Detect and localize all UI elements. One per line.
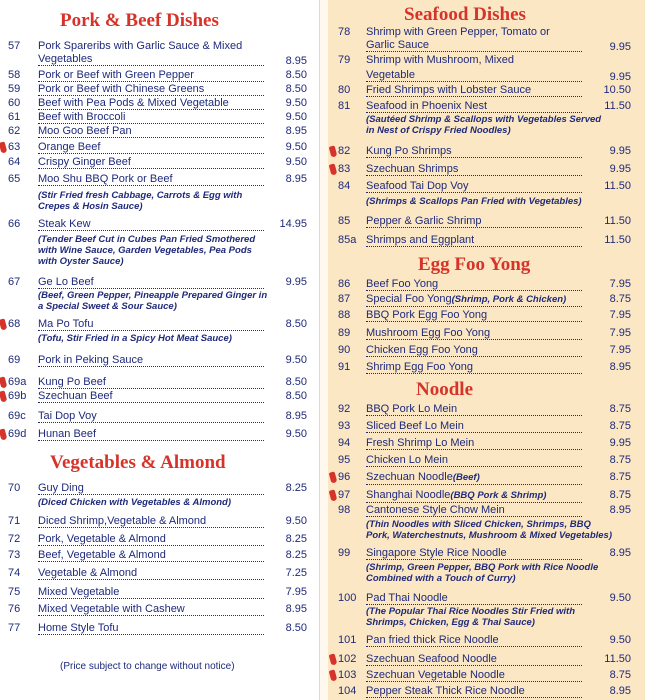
section-title-noodle: Noodle xyxy=(416,379,473,400)
item-name xyxy=(366,344,582,357)
item-price: 8.75 xyxy=(609,489,631,501)
item-price: 11.50 xyxy=(604,234,631,246)
item-price: 8.25 xyxy=(285,482,307,494)
item-name-text: Ge Lo Beef xyxy=(38,276,94,288)
item-name xyxy=(38,428,264,441)
item-description: (Diced Chicken with Vegetables & Almond) xyxy=(38,497,232,508)
item-price: 7.95 xyxy=(609,309,631,321)
item-number: 102 xyxy=(338,653,357,665)
item-number: 63 xyxy=(8,141,21,153)
item-name-text: Fresh Shrimp Lo Mein xyxy=(366,437,475,449)
item-number: 84 xyxy=(338,180,351,192)
chili-pepper-icon xyxy=(329,489,338,501)
item-price: 8.25 xyxy=(285,549,307,561)
item-name-text: Pork Spareribs with Garlic Sauce & Mixed xyxy=(38,40,243,52)
item-name-text: Kung Po Beef xyxy=(38,376,106,388)
item-price: 9.50 xyxy=(285,515,307,527)
item-number: 73 xyxy=(8,549,21,561)
item-name xyxy=(366,471,582,485)
item-price: 8.50 xyxy=(285,318,307,330)
item-name-text: Orange Beef xyxy=(38,141,101,153)
item-price: 7.95 xyxy=(609,278,631,290)
item-name-text: Beef with Broccoli xyxy=(38,111,126,123)
item-name xyxy=(38,141,264,154)
item-number: 69d xyxy=(8,428,27,440)
item-price: 8.95 xyxy=(609,685,631,697)
item-name xyxy=(38,276,264,289)
item-description: (Tender Beef Cut in Cubes Pan Fried Smothered with Wine Sauce, Garden Vegetables, Pea Pods with Oyster Sauce) xyxy=(38,234,256,267)
item-price: 9.50 xyxy=(285,354,307,366)
item-tag: (Beef) xyxy=(452,472,480,483)
item-number: 61 xyxy=(8,111,21,123)
chili-pepper-icon xyxy=(0,141,7,153)
item-name-text: Shrimps and Eggplant xyxy=(366,234,475,246)
item-price: 8.75 xyxy=(609,403,631,415)
item-price: 8.95 xyxy=(285,410,307,422)
item-name xyxy=(366,180,582,193)
item-name xyxy=(38,97,264,110)
item-name-text: Szechuan Noodle xyxy=(366,471,453,483)
item-name xyxy=(38,533,264,546)
item-description: (Beef, Green Pepper, Pineapple Prepared Ginger in a Special Sweet & Sour Sauce) xyxy=(38,290,268,312)
item-name xyxy=(38,515,264,528)
item-name xyxy=(38,40,264,52)
item-price: 9.50 xyxy=(609,634,631,646)
chili-pepper-icon xyxy=(0,390,7,402)
item-name xyxy=(366,100,582,113)
item-price: 9.50 xyxy=(285,156,307,168)
item-number: 72 xyxy=(8,533,21,545)
item-name xyxy=(366,403,582,416)
item-name xyxy=(366,54,582,66)
item-number: 98 xyxy=(338,504,351,516)
item-name xyxy=(38,218,264,231)
item-name xyxy=(38,376,264,389)
item-name-text: Beef, Vegetable & Almond xyxy=(38,549,166,561)
item-name-text: Shrimp Egg Foo Yong xyxy=(366,361,474,373)
item-price: 8.95 xyxy=(285,125,307,137)
item-name-text: Beef with Pea Pods & Mixed Vegetable xyxy=(38,97,229,109)
chili-pepper-icon xyxy=(329,145,338,157)
item-name-line2: Vegetables xyxy=(38,53,264,66)
item-name-text: BBQ Pork Lo Mein xyxy=(366,403,458,415)
item-price: 8.50 xyxy=(285,390,307,402)
item-price: 8.25 xyxy=(285,533,307,545)
item-name xyxy=(38,318,264,331)
item-description: (Shrimp, Green Pepper, BBQ Pork with Rice Noodle Combined with a Touch of Curry) xyxy=(366,562,599,584)
item-number: 90 xyxy=(338,344,351,356)
item-name xyxy=(38,603,264,616)
item-name xyxy=(38,69,264,82)
item-number: 88 xyxy=(338,309,351,321)
item-name-text: Fried Shrimps with Lobster Sauce xyxy=(366,84,532,96)
item-price: 7.95 xyxy=(609,344,631,356)
item-price: 9.95 xyxy=(285,276,307,288)
item-name-text: Guy Ding xyxy=(38,482,84,494)
item-name xyxy=(38,482,264,495)
item-name xyxy=(366,215,582,228)
item-name-text: Seafood in Phoenix Nest xyxy=(366,100,488,112)
item-name xyxy=(366,437,582,450)
item-name xyxy=(366,454,582,467)
item-number: 68 xyxy=(8,318,21,330)
item-price: 8.95 xyxy=(609,504,631,516)
item-price: 8.95 xyxy=(285,173,307,185)
item-name-text: Chicken Lo Mein xyxy=(366,454,448,466)
item-name xyxy=(366,278,582,291)
item-description: (Stir Fried fresh Cabbage, Carrots & Egg with Crepes & Hosin Sauce) xyxy=(38,190,243,212)
item-name-text: BBQ Pork Egg Foo Yong xyxy=(366,309,488,321)
item-name-text: Pepper & Garlic Shrimp xyxy=(366,215,482,227)
item-number: 82 xyxy=(338,145,351,157)
item-description: (Sautéed Shrimp & Scallops with Vegetables Served in Nest of Crispy Fried Noodles) xyxy=(366,114,602,136)
section-title-egg-foo-yong: Egg Foo Yong xyxy=(418,254,531,275)
item-price: 7.95 xyxy=(609,327,631,339)
item-name-text: Pan fried thick Rice Noodle xyxy=(366,634,499,646)
item-name xyxy=(366,327,582,340)
item-name-text: Hunan Beef xyxy=(38,428,97,440)
item-name xyxy=(366,84,582,97)
chili-pepper-icon xyxy=(329,669,338,681)
section-title-vegetables-almond: Vegetables & Almond xyxy=(50,452,226,473)
item-name xyxy=(38,410,264,423)
item-name xyxy=(366,685,582,698)
item-name xyxy=(38,173,264,186)
item-name-text: Pork or Beef with Chinese Greens xyxy=(38,83,205,95)
left-column xyxy=(0,0,320,700)
item-number: 70 xyxy=(8,482,21,494)
item-number: 80 xyxy=(338,84,351,96)
section-title-seafood-dishes: Seafood Dishes xyxy=(404,4,526,25)
item-number: 83 xyxy=(338,163,351,175)
item-name xyxy=(366,163,582,176)
item-name xyxy=(366,669,582,682)
item-number: 76 xyxy=(8,603,21,615)
item-number: 78 xyxy=(338,26,351,38)
item-price: 8.95 xyxy=(609,361,631,373)
item-price: 7.25 xyxy=(285,567,307,579)
item-name xyxy=(366,361,582,374)
chili-pepper-icon xyxy=(329,163,338,175)
item-name-text: Cantonese Style Chow Mein xyxy=(366,504,505,516)
item-name-text: Beef Foo Yong xyxy=(366,278,439,290)
item-name xyxy=(38,567,264,580)
item-name-text: Pork in Peking Sauce xyxy=(38,354,144,366)
chili-pepper-icon xyxy=(0,428,7,440)
item-name-text: Tai Dop Voy xyxy=(38,410,97,422)
item-name-text: Chicken Egg Foo Yong xyxy=(366,344,478,356)
item-name xyxy=(366,309,582,322)
item-number: 81 xyxy=(338,100,351,112)
item-number: 85 xyxy=(338,215,351,227)
item-number: 95 xyxy=(338,454,351,466)
item-price: 11.50 xyxy=(604,215,631,227)
item-price: 9.50 xyxy=(285,97,307,109)
item-price: 11.50 xyxy=(604,100,631,112)
item-price: 8.50 xyxy=(285,376,307,388)
item-name xyxy=(366,293,582,307)
item-number: 71 xyxy=(8,515,21,527)
item-number: 69b xyxy=(8,390,27,402)
item-name xyxy=(366,420,582,433)
item-number: 93 xyxy=(338,420,351,432)
item-name-text: Pad Thai Noodle xyxy=(366,592,448,604)
item-number: 103 xyxy=(338,669,357,681)
chili-pepper-icon xyxy=(0,318,7,330)
item-description: (The Popular Thai Rice Noodles Stir Fried with Shrimps, Chicken, Egg & Thai Sauce) xyxy=(366,606,576,628)
item-name xyxy=(38,622,264,635)
chili-pepper-icon xyxy=(329,653,338,665)
item-name-text: Sliced Beef Lo Mein xyxy=(366,420,464,432)
item-name-text: Ma Po Tofu xyxy=(38,318,94,330)
item-price: 9.50 xyxy=(285,111,307,123)
item-name xyxy=(366,26,582,38)
item-number: 57 xyxy=(8,40,21,52)
item-name xyxy=(38,83,264,96)
item-number: 67 xyxy=(8,276,21,288)
item-price: 9.95 xyxy=(609,71,631,83)
section-title-pork-beef-dishes: Pork & Beef Dishes xyxy=(60,10,219,31)
item-number: 77 xyxy=(8,622,21,634)
item-tag: (Shrimp, Pork & Chicken) xyxy=(451,294,567,305)
item-number: 96 xyxy=(338,471,351,483)
item-price: 9.50 xyxy=(285,141,307,153)
item-price: 8.95 xyxy=(285,603,307,615)
item-name-text: Home Style Tofu xyxy=(38,622,119,634)
item-name xyxy=(38,111,264,124)
item-number: 79 xyxy=(338,54,351,66)
item-name xyxy=(366,547,582,560)
item-name-text: Szechuan Beef xyxy=(38,390,113,402)
item-price: 9.95 xyxy=(609,163,631,175)
item-price: 8.75 xyxy=(609,471,631,483)
item-name-line2: Garlic Sauce xyxy=(366,39,582,52)
chili-pepper-icon xyxy=(329,471,338,483)
item-number: 100 xyxy=(338,592,357,604)
item-price: 9.50 xyxy=(285,428,307,440)
item-name xyxy=(366,504,582,517)
item-number: 92 xyxy=(338,403,351,415)
item-price: 9.95 xyxy=(609,145,631,157)
item-number: 65 xyxy=(8,173,21,185)
item-name-text: Special Foo Yong xyxy=(366,293,452,305)
item-name xyxy=(366,634,582,647)
item-name xyxy=(38,354,264,367)
item-price: 9.95 xyxy=(609,437,631,449)
item-name xyxy=(366,489,582,503)
item-name-text: Szechuan Seafood Noodle xyxy=(366,653,497,665)
item-number: 69c xyxy=(8,410,26,422)
item-price: 8.75 xyxy=(609,293,631,305)
item-name-text: Mushroom Egg Foo Yong xyxy=(366,327,491,339)
item-name-text: Szechuan Vegetable Noodle xyxy=(366,669,505,681)
item-name-text: Steak Kew xyxy=(38,218,91,230)
item-name-text: Mixed Vegetable with Cashew xyxy=(38,603,185,615)
item-name xyxy=(366,653,582,666)
price-disclaimer: (Price subject to change without notice) xyxy=(60,661,235,672)
item-name xyxy=(38,125,264,138)
item-name-text: Pepper Steak Thick Rice Noodle xyxy=(366,685,525,697)
item-description: (Tofu, Stir Fried in a Spicy Hot Meat Sauce) xyxy=(38,333,232,344)
item-name-text: Seafood Tai Dop Voy xyxy=(366,180,469,192)
item-name-text: Crispy Ginger Beef xyxy=(38,156,131,168)
item-number: 91 xyxy=(338,361,351,373)
item-number: 69 xyxy=(8,354,21,366)
item-number: 58 xyxy=(8,69,21,81)
item-price: 7.95 xyxy=(285,586,307,598)
item-name-line2: Vegetable xyxy=(366,69,582,82)
item-name xyxy=(366,234,582,247)
item-price: 10.50 xyxy=(603,84,631,96)
item-number: 104 xyxy=(338,685,357,697)
item-name-text: Shanghai Noodle xyxy=(366,489,451,501)
column-divider xyxy=(320,0,328,700)
item-name-text: Kung Po Shrimps xyxy=(366,145,452,157)
item-name-text: Moo Goo Beef Pan xyxy=(38,125,132,137)
item-number: 101 xyxy=(338,634,357,646)
item-number: 69a xyxy=(8,376,27,388)
item-name-text: Pork or Beef with Green Pepper xyxy=(38,69,194,81)
item-name-text: Singapore Style Rice Noodle xyxy=(366,547,507,559)
item-name xyxy=(38,586,264,599)
item-price: 8.95 xyxy=(285,55,307,67)
item-number: 62 xyxy=(8,125,21,137)
right-column xyxy=(328,0,645,700)
item-name-text: Szechuan Shrimps xyxy=(366,163,459,175)
item-name-text: Shrimp with Green Pepper, Tomato or xyxy=(366,26,550,38)
item-price: 8.75 xyxy=(609,669,631,681)
item-number: 85a xyxy=(338,234,357,246)
item-price: 8.50 xyxy=(285,69,307,81)
item-name-text: Shrimp with Mushroom, Mixed xyxy=(366,54,514,66)
item-price: 14.95 xyxy=(279,218,307,230)
item-description: (Thin Noodles with Sliced Chicken, Shrimps, BBQ Pork, Waterchestnuts, Mushroom & Mixed Vegetables) xyxy=(366,519,612,541)
item-number: 66 xyxy=(8,218,21,230)
item-name-text: Pork, Vegetable & Almond xyxy=(38,533,166,545)
item-price: 8.95 xyxy=(609,547,631,559)
item-name xyxy=(366,592,582,605)
item-name-text: Moo Shu BBQ Pork or Beef xyxy=(38,173,173,185)
item-number: 74 xyxy=(8,567,21,579)
item-price: 9.50 xyxy=(609,592,631,604)
item-number: 99 xyxy=(338,547,351,559)
chili-pepper-icon xyxy=(0,376,7,388)
item-price: 11.50 xyxy=(604,180,631,192)
item-number: 97 xyxy=(338,489,351,501)
item-tag: (BBQ Pork & Shrimp) xyxy=(450,490,547,501)
item-price: 11.50 xyxy=(604,653,631,665)
item-price: 8.50 xyxy=(285,622,307,634)
item-number: 86 xyxy=(338,278,351,290)
item-name xyxy=(38,390,264,403)
item-price: 8.75 xyxy=(609,454,631,466)
item-name xyxy=(38,156,264,169)
item-name-text: Vegetable & Almond xyxy=(38,567,138,579)
item-number: 87 xyxy=(338,293,351,305)
item-price: 9.95 xyxy=(609,41,631,53)
item-name-text: Diced Shrimp,Vegetable & Almond xyxy=(38,515,207,527)
item-number: 89 xyxy=(338,327,351,339)
item-number: 64 xyxy=(8,156,21,168)
item-number: 75 xyxy=(8,586,21,598)
item-name xyxy=(366,145,582,158)
item-price: 8.50 xyxy=(285,83,307,95)
item-name-text: Mixed Vegetable xyxy=(38,586,120,598)
item-number: 60 xyxy=(8,97,21,109)
item-number: 94 xyxy=(338,437,351,449)
item-price: 8.75 xyxy=(609,420,631,432)
item-name xyxy=(38,549,264,562)
item-description: (Shrimps & Scallops Pan Fried with Vegetables) xyxy=(366,196,582,207)
item-number: 59 xyxy=(8,83,21,95)
